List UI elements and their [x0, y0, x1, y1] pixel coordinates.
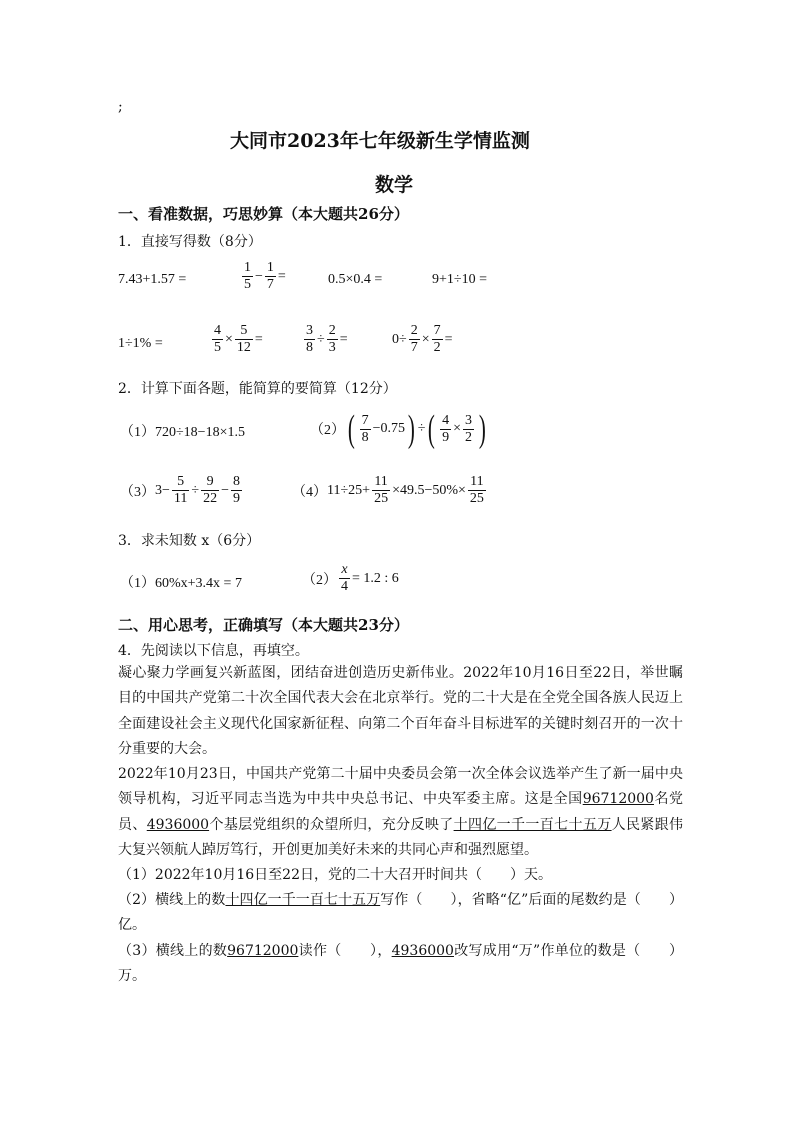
stray-mark: ;	[118, 99, 123, 115]
q4-subquestion-1: （1）2022年10月16日至22日，党的二十大召开时间共（ ）天。	[118, 867, 552, 883]
q3-problem-2: （2） $\frac{x}{4}$ = 1.2 : 6	[302, 562, 399, 594]
q1-expr-8: 0÷ $\frac{2}{7}$ × $\frac{7}{2}$ =	[392, 323, 453, 355]
q1-expr-5: 1÷1% =	[118, 336, 163, 351]
q2-problem-3: （3） 3− $\frac{5}{11}$ ÷ $\frac{9}{22}$ − $\frac{8}{9}$	[120, 474, 240, 506]
underlined-number-2: 4936000	[146, 816, 210, 833]
q4-subquestion-2: （2）横线上的数十四亿一千一百七十五万写作（ ），省略“亿”后面的尾数约是（ ）亿。	[118, 892, 683, 934]
q4-label: 4．先阅读以下信息，再填空。	[118, 643, 309, 659]
q2-label: 2．计算下面各题，能简算的要简算（12分）	[118, 381, 397, 397]
page-title: 大同市2023年七年级新生学情监测	[230, 130, 530, 152]
q4-paragraph-2: 2022年10月23日，中国共产党第二十届中央委员会第一次全体会议选举产生了新一届中央领导机构，习近平同志当选为中共中央总书记、中央军委主席。这是全国96712000名党员、4936000个基层党组织的众望所归，充分反映了十四亿一千一百七十五万人民紧跟伟大复兴领航人踔厉笃行，开创更加美好未来的共同心声和强烈愿望。	[118, 766, 684, 858]
q1-expr-7: $\frac{3}{8}$ ÷ $\frac{2}{3}$ =	[306, 323, 348, 355]
q1-expr-3: 0.5×0.4 =	[328, 272, 383, 287]
q1-expr-4: 9+1÷10 =	[432, 272, 487, 287]
section1-heading: 一、看准数据，巧思妙算（本大题共26分）	[118, 205, 409, 223]
q1-expr-2: $\frac{1}{5}$ − $\frac{1}{7}$ =	[244, 260, 286, 292]
q4-paragraph-1: 凝心聚力学画复兴新蓝图，团结奋进创造历史新伟业。2022年10月16日至22日，举世瞩目的中国共产党第二十次全国代表大会在北京举行。党的二十大是在全党全国各族人民迈上全面建设社会主义现代化国家新征程、向第二个百年奋斗目标进军的关键时刻召开的一次十分重要的大会。	[118, 665, 683, 757]
subject-title: 数学	[375, 174, 414, 196]
q3-problem-1: （1）60%x+3.4x = 7	[120, 576, 242, 591]
q2-problem-1: （1）720÷18−18×1.5	[120, 425, 245, 440]
underlined-number-3: 十四亿一千一百七十五万	[453, 816, 612, 833]
q3-label: 3．求未知数 x（6分）	[118, 533, 261, 549]
q4-subquestion-3: （3）横线上的数96712000读作（ ），4936000改写成用“万”作单位的数是（ ）万。	[118, 943, 683, 985]
section2-heading: 二、用心思考，正确填写（本大题共23分）	[118, 616, 409, 634]
q1-expr-1: 7.43+1.57 =	[118, 272, 187, 287]
q1-expr-6: $\frac{4}{5}$ × $\frac{5}{12}$ =	[214, 323, 263, 355]
q2-problem-2: （2） ( $\frac{7}{8}$ −0.75 ) ÷ ( $\frac{4}{9}$ × $\frac{3}{2}$ )	[310, 408, 486, 450]
q1-label: 1．直接写得数（8分）	[118, 234, 262, 250]
q2-problem-4: （4） 11÷25+ $\frac{11}{25}$ ×49.5−50%× $\frac{11}{25}$	[292, 474, 484, 506]
underlined-number-1: 96712000	[582, 791, 654, 808]
